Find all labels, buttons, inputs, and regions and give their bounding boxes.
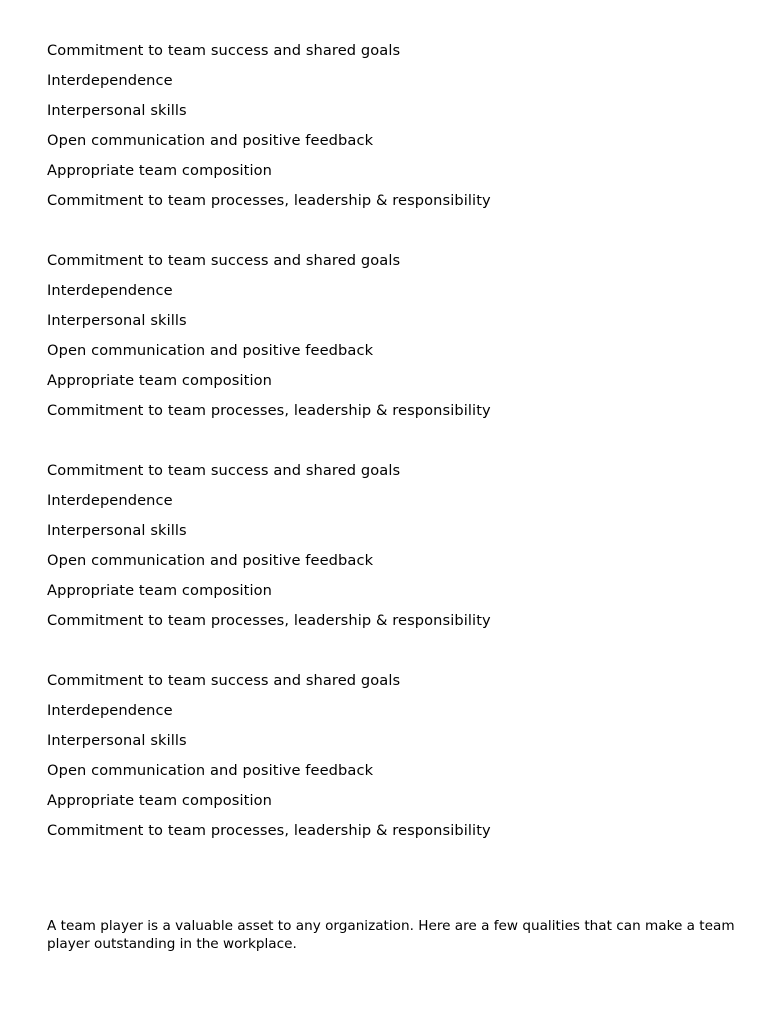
list-item: Commitment to team processes, leadership & responsibility — [47, 402, 491, 419]
list-item: Interdependence — [47, 702, 173, 719]
list-item: Interdependence — [47, 282, 173, 299]
list-item: Commitment to team success and shared goals — [47, 42, 401, 59]
list-item: Appropriate team composition — [47, 582, 272, 599]
list-item: Open communication and positive feedback — [47, 342, 374, 359]
qualities-list — [47, 666, 727, 846]
list-item: Appropriate team composition — [47, 162, 272, 179]
list-item: Interpersonal skills — [47, 522, 187, 539]
list-item: Commitment to team success and shared goals — [47, 252, 401, 269]
list-item: Appropriate team composition — [47, 372, 272, 389]
list-item: Interpersonal skills — [47, 732, 187, 749]
list-item: Commitment to team success and shared goals — [47, 462, 401, 479]
list-item: Open communication and positive feedback — [47, 552, 374, 569]
list-item: Interdependence — [47, 72, 173, 89]
list-item: Commitment to team processes, leadership & responsibility — [47, 612, 491, 629]
intro-paragraph: A team player is a valuable asset to any organization. Here are a few qualities that can make a team player outstanding in the workplace. — [47, 918, 735, 952]
list-item: Interpersonal skills — [47, 102, 187, 119]
list-item: Appropriate team composition — [47, 792, 272, 809]
list-item: Interdependence — [47, 492, 173, 509]
qualities-list — [47, 36, 727, 216]
list-item: Interpersonal skills — [47, 312, 187, 329]
list-item: Open communication and positive feedback — [47, 132, 374, 149]
qualities-list — [47, 456, 727, 636]
list-item: Commitment to team success and shared goals — [47, 672, 401, 689]
list-item: Commitment to team processes, leadership & responsibility — [47, 822, 491, 839]
list-item: Commitment to team processes, leadership & responsibility — [47, 192, 491, 209]
qualities-list — [47, 246, 727, 426]
list-item: Open communication and positive feedback — [47, 762, 374, 779]
